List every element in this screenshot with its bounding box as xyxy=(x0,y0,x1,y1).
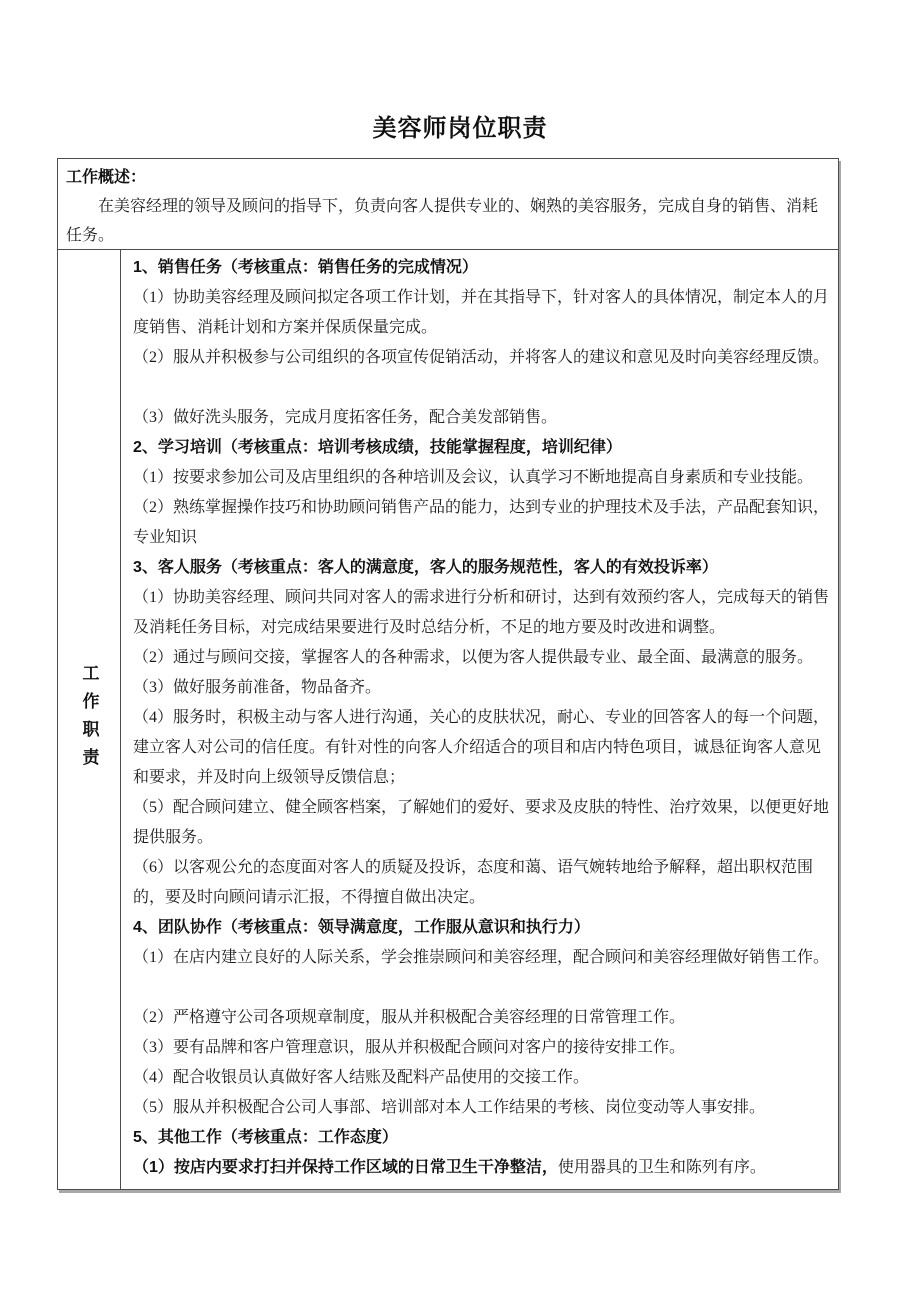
duty-paragraph-bold-text: 5、其他工作（考核重点：工作态度） xyxy=(133,1129,398,1146)
duty-paragraph xyxy=(133,433,836,463)
duty-paragraph xyxy=(133,1003,836,1033)
duty-paragraph-text: （1）按要求参加公司及店里组织的各种培训及会议，认真学习不断地提高自身素质和专业技能。 xyxy=(133,469,814,486)
duty-paragraph xyxy=(133,853,836,913)
duty-paragraph-text: （1）协助美容经理及顾问拟定各项工作计划，并在其指导下，针对客人的具体情况，制定本人的月度销售、消耗计划和方案并保质保量完成。 xyxy=(133,289,830,336)
duty-paragraph xyxy=(133,493,836,553)
duty-paragraph xyxy=(133,343,836,373)
duty-paragraph-text: （6）以客观公允的态度面对客人的质疑及投诉，态度和蔼、语气婉转地给予解释，超出职权范围的，要及时向顾问请示汇报，不得擅自做出决定。 xyxy=(133,859,814,906)
duty-paragraph xyxy=(133,703,836,793)
duty-paragraph-bold-text: 4、团队协作（考核重点：领导满意度，工作服从意识和执行力） xyxy=(133,919,590,936)
job-description-table xyxy=(57,158,839,1190)
duty-paragraph-text: （4）配合收银员认真做好客人结账及配料产品使用的交接工作。 xyxy=(133,1069,590,1086)
duties-row xyxy=(58,250,838,1189)
page-title: 美容师岗位职责 xyxy=(372,115,548,142)
duty-paragraph-text: （2）通过与顾问交接，掌握客人的各种需求，以便为客人提供最专业、最全面、最满意的服务。 xyxy=(133,649,814,666)
duty-paragraph-text: （3）做好洗头服务，完成月度拓客任务，配合美发部销售。 xyxy=(133,409,558,426)
overview-label: 工作概述： xyxy=(66,169,147,186)
duty-paragraph xyxy=(133,943,836,973)
overview-body-text: 在美容经理的领导及顾问的指导下，负责向客人提供专业的、娴熟的美容服务，完成自身的销售、消耗任务。 xyxy=(66,198,819,244)
duty-paragraph-text: （5）服从并积极配合公司人事部、培训部对本人工作结果的考核、岗位变动等人事安排。 xyxy=(133,1099,766,1116)
duty-paragraph-text: （2）严格遵守公司各项规章制度，服从并积极配合美容经理的日常管理工作。 xyxy=(133,1009,686,1026)
duty-paragraph xyxy=(133,283,836,343)
duty-paragraph xyxy=(133,253,836,283)
duty-paragraph xyxy=(133,1123,836,1153)
duty-paragraph-bold-text: 2、学习培训（考核重点：培训考核成绩，技能掌握程度，培训纪律） xyxy=(133,439,622,456)
duty-paragraph-text: （4）服务时，积极主动与客人进行沟通，关心的皮肤状况，耐心、专业的回答客人的每一个问题，建立客人对公司的信任度。有针对性的向客人介绍适合的项目和店内特色项目，诚恳征询客人意见和要求，并及时向上级领导反馈信息； xyxy=(133,709,830,786)
duty-paragraph-text: （2）熟练掌握操作技巧和协助顾问销售产品的能力，达到专业的护理技术及手法，产品配套知识，专业知识 xyxy=(133,499,830,546)
duty-paragraph xyxy=(133,1033,836,1063)
duty-paragraph xyxy=(133,643,836,673)
duty-paragraph-bold-text: （1）按店内要求打扫并保持工作区域的日常卫生干净整洁， xyxy=(133,1159,558,1176)
duty-paragraph-text: 使用器具的卫生和陈列有序。 xyxy=(557,1159,766,1176)
duty-paragraph-text: （1）协助美容经理、顾问共同对客人的需求进行分析和研讨，达到有效预约客人，完成每天的销售及消耗任务目标，对完成结果要进行及时总结分析，不足的地方要及时改进和调整。 xyxy=(133,589,830,636)
duty-paragraph xyxy=(133,793,836,853)
duty-paragraph xyxy=(133,673,836,703)
duty-paragraph-text: （3）要有品牌和客户管理意识，服从并积极配合顾问对客户的接待安排工作。 xyxy=(133,1039,686,1056)
overview-row xyxy=(58,159,838,250)
duty-paragraph xyxy=(133,463,836,493)
duty-paragraph-bold-text: 3、客人服务（考核重点：客人的满意度，客人的服务规范性，客人的有效投诉率） xyxy=(133,559,718,576)
duties-vertical-label: 工作职责 xyxy=(79,663,99,776)
duty-paragraph-bold-text: 1、销售任务（考核重点：销售任务的完成情况） xyxy=(133,259,478,276)
duty-paragraph xyxy=(133,913,836,943)
duty-paragraph xyxy=(133,583,836,643)
duties-label-cell xyxy=(58,250,121,1189)
duty-paragraph xyxy=(133,553,836,583)
duty-paragraph xyxy=(133,403,836,433)
duty-paragraph-text: （3）做好服务前准备，物品备齐。 xyxy=(133,679,382,696)
duty-paragraph-text: （2）服从并积极参与公司组织的各项宣传促销活动，并将客人的建议和意见及时向美容经理反馈。 xyxy=(133,349,830,366)
duty-paragraph xyxy=(133,1093,836,1123)
duties-content xyxy=(121,250,838,1189)
duty-paragraph xyxy=(133,1153,836,1183)
duty-paragraph xyxy=(133,1063,836,1093)
duty-paragraph-text: （1）在店内建立良好的人际关系，学会推崇顾问和美容经理，配合顾问和美容经理做好销售工作。 xyxy=(133,949,830,966)
duty-paragraph-text: （5）配合顾问建立、健全顾客档案，了解她们的爱好、要求及皮肤的特性、治疗效果，以便更好地提供服务。 xyxy=(133,799,830,846)
